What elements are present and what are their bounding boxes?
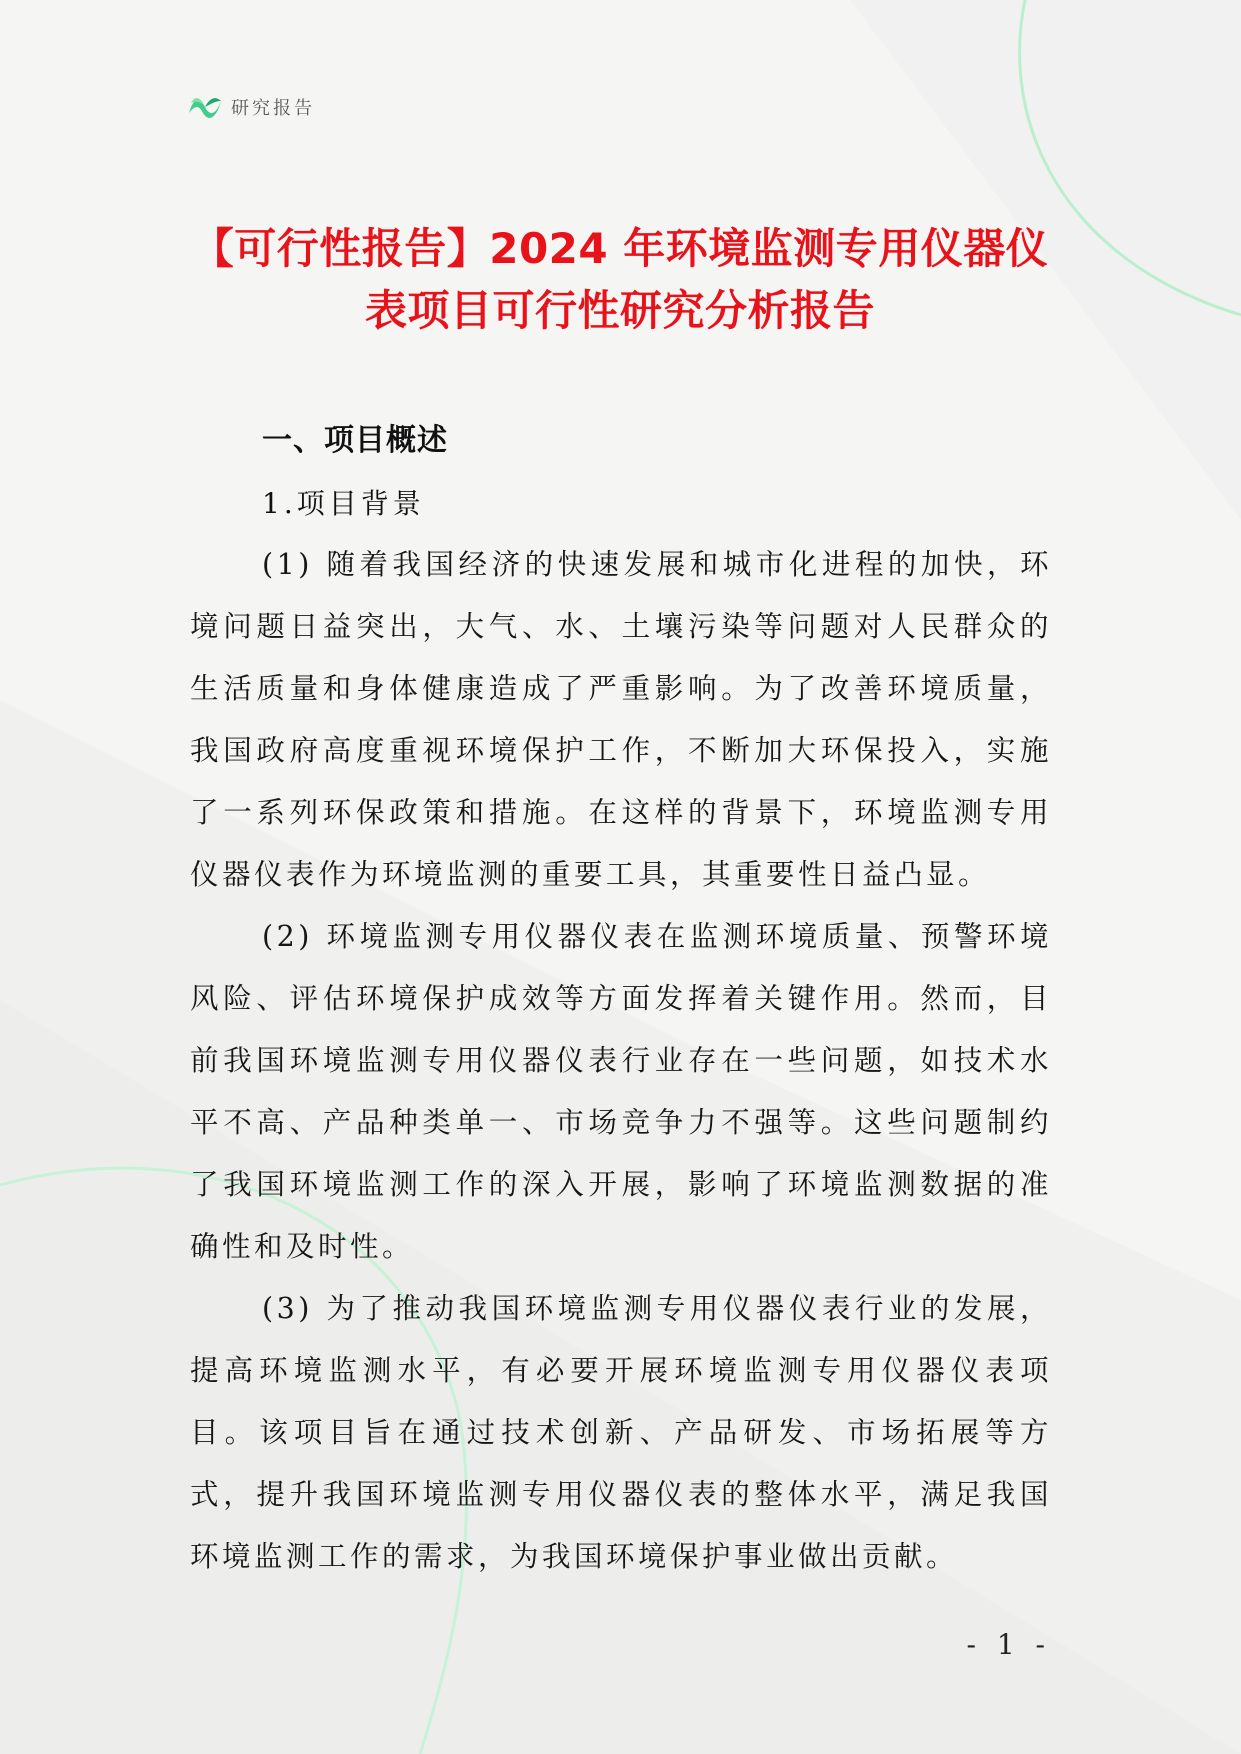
paragraph-1: (1) 随着我国经济的快速发展和城市化进程的加快，环境问题日益突出，大气、水、土壤污染等问题对人民群众的生活质量和身体健康造成了严重影响。为了改善环境质量，我国政府高度重视环境保护工作，不断加大环保投入，实施了一系列环保政策和措施。在这样的背景下，环境监测专用仪器仪表作为环境监测的重要工具，其重要性日益凸显。	[190, 548, 1052, 891]
header-brand	[187, 90, 315, 124]
title-line-2: 表项目可行性研究分析报告	[364, 286, 875, 335]
title-line-1: 【可行性报告】2024 年环境监测专用仪器仪	[191, 224, 1049, 273]
body-text	[190, 534, 1052, 1588]
section-heading: 一、项目概述	[262, 423, 448, 458]
sub-heading: 1.项目背景	[262, 487, 425, 520]
brand-text: 研究报告	[231, 98, 315, 119]
document-title	[190, 218, 1050, 342]
paragraph-2: (2) 环境监测专用仪器仪表在监测环境质量、预警环境风险、评估环境保护成效等方面发挥着关键作用。然而，目前我国环境监测专用仪器仪表行业存在一些问题，如技术水平不高、产品种类单一、市场竞争力不强等。这些问题制约了我国环境监测工作的深入开展，影响了环境监测数据的准确性和及时性。	[190, 920, 1052, 1263]
page-number: - 1 -	[966, 1628, 1051, 1661]
brand-logo-icon	[187, 91, 223, 123]
paragraph-3: (3) 为了推动我国环境监测专用仪器仪表行业的发展，提高环境监测水平，有必要开展环境监测专用仪器仪表项目。该项目旨在通过技术创新、产品研发、市场拓展等方式，提升我国环境监测专用仪器仪表的整体水平，满足我国环境监测工作的需求，为我国环境保护事业做出贡献。	[190, 1292, 1052, 1573]
